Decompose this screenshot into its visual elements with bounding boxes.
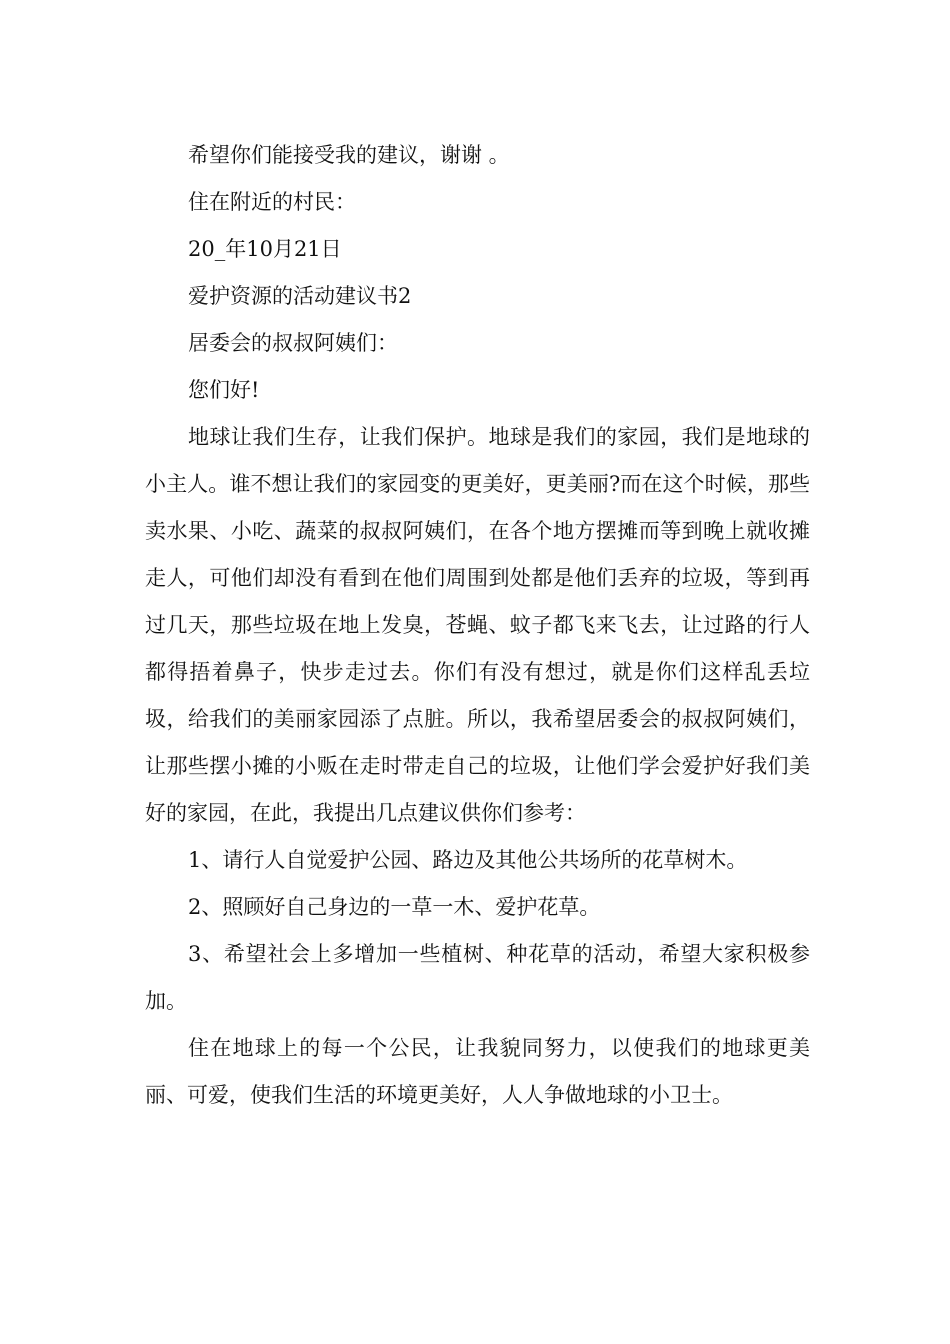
greeting-line: 您们好! — [188, 378, 260, 402]
signature-line: 住在附近的村民： — [188, 190, 356, 214]
salutation-line: 居委会的叔叔阿姨们： — [188, 331, 398, 355]
final-paragraph: 住在地球上的每一个公民，让我貌同努力，以使我们的地球更美丽、可爱，使我们生活的环境更美好，人人争做地球的小卫士。 — [145, 1036, 810, 1107]
document-body — [145, 132, 810, 1119]
date-line: 20_年10月21日 — [188, 237, 342, 261]
suggestion-item: 3、希望社会上多增加一些植树、种花草的活动，希望大家积极参加。 — [145, 942, 810, 1013]
closing-line: 希望你们能接受我的建议，谢谢 。 — [188, 143, 510, 167]
suggestion-item: 1、请行人自觉爱护公园、路边及其他公共场所的花草树木。 — [188, 848, 748, 872]
suggestion-item: 2、照顾好自己身边的一草一木、爱护花草。 — [188, 895, 601, 919]
document-title: 爱护资源的活动建议书2 — [188, 284, 412, 308]
body-paragraph: 地球让我们生存，让我们保护。地球是我们的家园，我们是地球的小主人。谁不想让我们的家园变的更美好，更美丽?而在这个时候，那些卖水果、小吃、蔬菜的叔叔阿姨们，在各个地方摆摊而等到晚上就收摊走人，可他们却没有看到在他们周围到处都是他们丢弃的垃圾，等到再过几天，那些垃圾在地上发臭，苍蝇、蚊子都飞来飞去，让过路的行人都得捂着鼻子，快步走过去。你们有没有想过，就是你们这样乱丢垃圾，给我们的美丽家园添了点脏。所以，我希望居委会的叔叔阿姨们，让那些摆小摊的小贩在走时带走自己的垃圾，让他们学会爱护好我们美好的家园，在此，我提出几点建议供你们参考： — [145, 425, 810, 825]
